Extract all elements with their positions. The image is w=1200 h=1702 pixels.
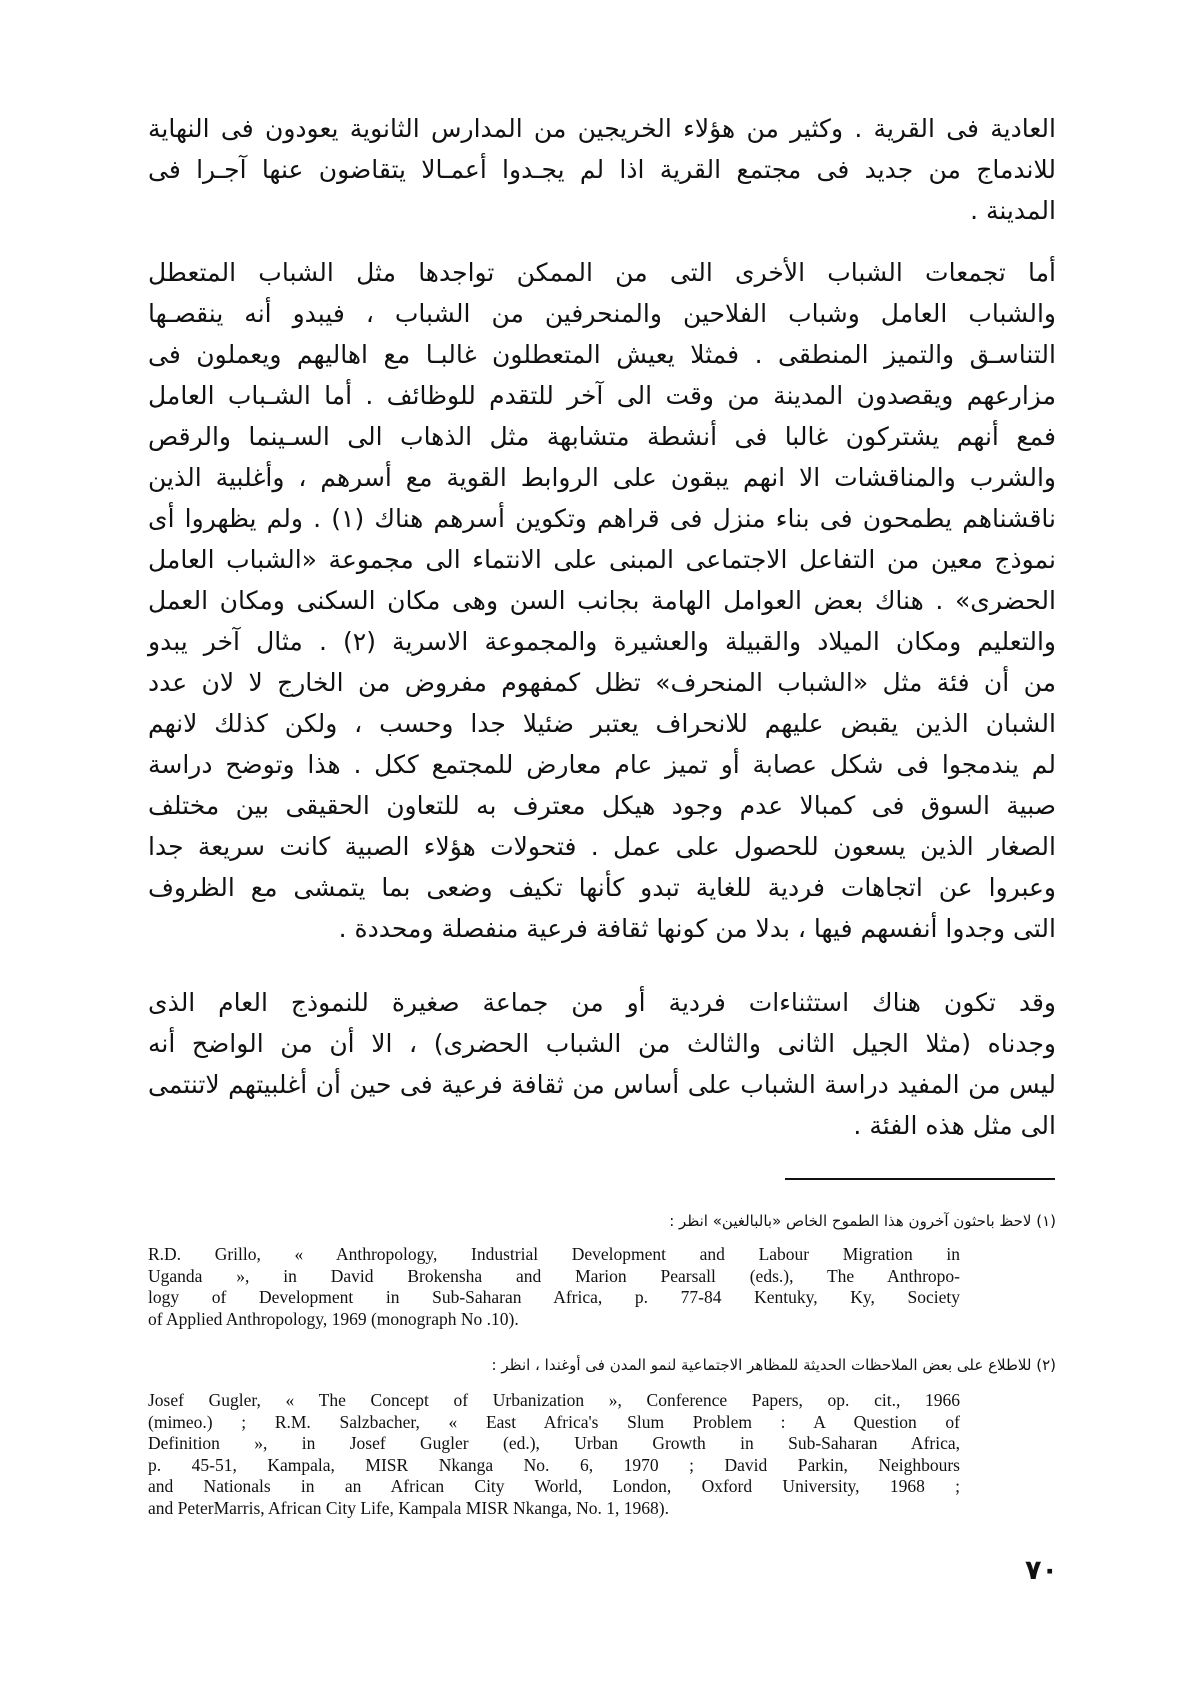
text-line: التى وجدوا أنفسهم فيها ، بدلا من كونها ثقافة فرعية منفصلة ومحددة . — [338, 914, 1056, 943]
page-number: ٧٠ — [1025, 1555, 1058, 1586]
text-line: والشرب والمناقشات الا انهم يبقون على الروابط القوية مع أسرهم ، وأغلبية الذين — [148, 463, 1056, 492]
text-line: وجدناه (مثلا الجيل الثانى والثالث من الشباب الحضرى) ، الا أن من الواضح أنه — [148, 1029, 1056, 1058]
reference-line: R.D. Grillo, « Anthropology, Industrial Development and Labour Migration in — [148, 1244, 960, 1264]
reference-line: logy of Development in Sub-Saharan Africa, p. 77-84 Kentuky, Ky, Society — [148, 1287, 960, 1307]
text-line: الى مثل هذه الفئة . — [853, 1111, 1056, 1140]
footnote-2-note: (٢) للاطلاع على بعض الملاحظات الحديثة للمظاهر الاجتماعية لنمو المدن فى أوغندا ، انظر : — [491, 1356, 1056, 1374]
text-line: والشباب العامل وشباب الفلاحين والمنحرفين من الشباب ، فيبدو أنه ينقصـها — [148, 299, 1056, 328]
text-line: العادية فى القرية . وكثير من هؤلاء الخريجين من المدارس الثانوية يعودون فى النهاية — [148, 114, 1056, 143]
reference-line: of Applied Anthropology, 1969 (monograph No .10). — [148, 1308, 519, 1329]
text-line: ناقشناهم يطمحون فى بناء منزل فى قراهم وتكوين أسرهم هناك (١) . ولم يظهروا أى — [148, 504, 1056, 533]
text-line: والتعليم ومكان الميلاد والقبيلة والعشيرة والمجموعة الاسرية (٢) . مثال آخر يبدو — [148, 627, 1056, 656]
footnote-2-reference — [148, 1390, 960, 1519]
reference-line: and PeterMarris, African City Life, Kampala MISR Nkanga, No. 1, 1968). — [148, 1497, 669, 1518]
text-line: الحضرى» . هناك بعض العوامل الهامة بجانب السن وهى مكان السكنى ومكان العمل — [148, 586, 1056, 615]
text-line: الصغار الذين يسعون للحصول على عمل . فتحولات هؤلاء الصبية كانت سريعة جدا — [148, 832, 1056, 861]
reference-line: p. 45-51, Kampala, MISR Nkanga No. 6, 1970 ; David Parkin, Neighbours — [148, 1454, 960, 1475]
text-line: فمع أنهم يشتركون غالبا فى أنشطة متشابهة مثل الذهاب الى السـينما والرقص — [148, 422, 1056, 451]
reference-line: (mimeo.) ; R.M. Salzbacher, « East Africa's Slum Problem : A Question of — [148, 1411, 960, 1432]
text-line: أما تجمعات الشباب الأخرى التى من الممكن تواجدها مثل الشباب المتعطل — [148, 258, 1056, 287]
text-line: من أن فئة مثل «الشباب المنحرف» تظل كمفهوم مفروض من الخارج لا لان عدد — [148, 668, 1056, 697]
text-line: وقد تكون هناك استثناءات فردية أو من جماعة صغيرة للنموذج العام الذى — [148, 988, 1056, 1017]
text-line: لم يندمجوا فى شكل عصابة أو تميز عام معارض للمجتمع ككل . هذا وتوضح دراسة — [148, 750, 1056, 779]
reference-line: and Nationals in an African City World, London, Oxford University, 1968 ; — [148, 1476, 960, 1496]
reference-line: Josef Gugler, « The Concept of Urbanization », Conference Papers, op. cit., 1966 — [148, 1390, 960, 1410]
reference-line: Uganda », in David Brokensha and Marion Pearsall (eds.), The Anthropo- — [148, 1265, 960, 1286]
reference-line: Definition », in Josef Gugler (ed.), Urban Growth in Sub-Saharan Africa, — [148, 1433, 960, 1453]
footnote-1-reference — [148, 1244, 960, 1330]
footnote-1-note: (١) لاحظ باحثون آخرون هذا الطموح الخاص «بالبالغين» انظر : — [669, 1212, 1056, 1230]
body-paragraph-3 — [148, 982, 1056, 1146]
text-line: الشبان الذين يقبض عليهم للانحراف يعتبر ضئيلا جدا وحسب ، ولكن كذلك لانهم — [148, 709, 1056, 738]
text-line: مزارعهم ويقصدون المدينة من وقت الى آخر للتقدم للوظائف . أما الشـباب العامل — [148, 381, 1056, 410]
text-line: للاندماج من جديد فى مجتمع القرية اذا لم يجـدوا أعمـالا يتقاضون عنها آجـرا فى — [148, 155, 1056, 184]
text-line: التناسـق والتميز المنطقى . فمثلا يعيش المتعطلون غالبـا مع اهاليهم ويعملون فى — [148, 340, 1056, 369]
text-line: المدينة . — [970, 196, 1056, 225]
text-line: وعبروا عن اتجاهات فردية للغاية تبدو كأنها تكيف وضعى بما يتمشى مع الظروف — [148, 873, 1056, 902]
text-line: نموذج معين من التفاعل الاجتماعى المبنى على الانتماء الى مجموعة «الشباب العامل — [148, 545, 1056, 574]
body-paragraph-2 — [148, 252, 1056, 949]
footnote-divider — [785, 1178, 1055, 1180]
text-line: ليس من المفيد دراسة الشباب على أساس من ثقافة فرعية فى حين أن أغلبيتهم لاتنتمى — [148, 1070, 1056, 1099]
text-line: صبية السوق فى كمبالا عدم وجود هيكل معترف به للتعاون الحقيقى بين مختلف — [148, 791, 1056, 820]
body-paragraph-1 — [148, 108, 1056, 231]
